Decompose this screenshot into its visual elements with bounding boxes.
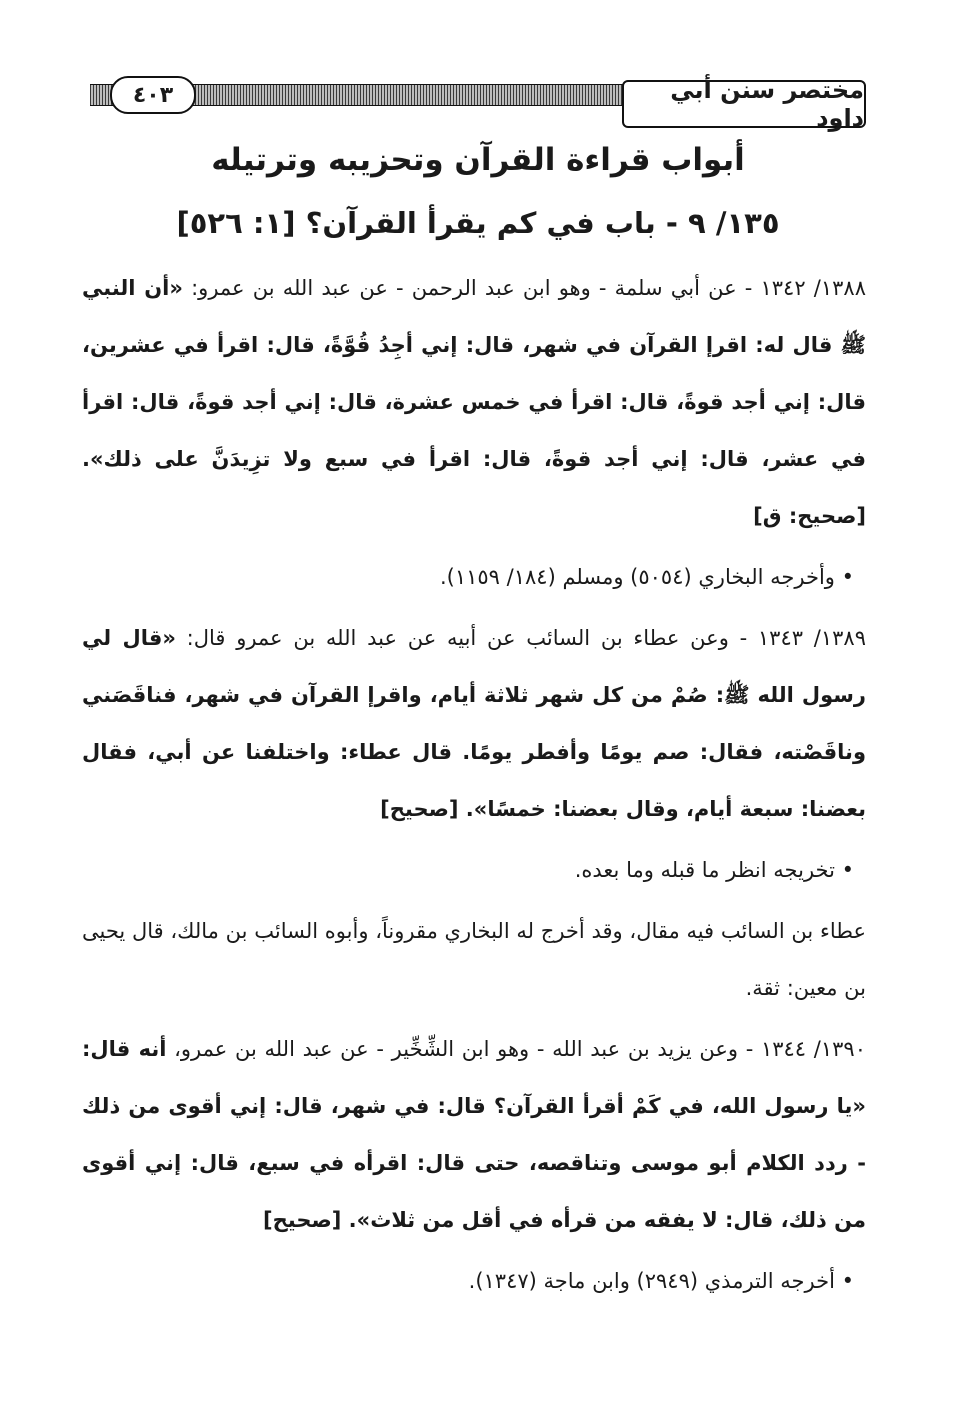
- page-number: ٤٠٣: [110, 76, 196, 114]
- hadith-1388-number: ١٣٨٨/ ١٣٤٢ - عن أبي سلمة - وهو ابن عبد الرحمن - عن عبد الله بن عمرو:: [182, 276, 866, 300]
- hadith-1388-takhrij: • وأخرجه البخاري (٥٠٥٤) ومسلم (١٨٤/ ١١٥٩).: [82, 549, 866, 606]
- book-title: مختصر سنن أبي داود: [622, 80, 866, 128]
- hadith-1389-text: «قال لي رسول الله ﷺ: صُمْ من كل شهر ثلاثة أيام، واقرإ القرآن في شهر، فناقَصَني وناقَصْته، فقال: صم يومًا وأفطر يومًا. قال عطاء: واختلفنا عن أبي، فقال بعضنا: سبعة أيام، وقال بعضنا: خمسًا». [صحيح]: [82, 626, 866, 821]
- chapter-title: ١٣٥/ ٩ - باب في كم يقرأ القرآن؟ [١: ٥٢٦]: [176, 206, 780, 240]
- hadith-1390-number: ١٣٩٠/ ١٣٤٤ - وعن يزيد بن عبد الله - وهو ابن الشِّخِّير - عن عبد الله بن عمرو،: [166, 1037, 866, 1061]
- hadith-1389-number: ١٣٨٩/ ١٣٤٣ - وعن عطاء بن السائب عن أبيه عن عبد الله بن عمرو قال:: [175, 626, 866, 650]
- hadith-1389-takhrij: • تخريجه انظر ما قبله وما بعده.: [82, 842, 866, 899]
- hadith-1389: [82, 610, 866, 838]
- running-header: [90, 76, 866, 132]
- page-body: [82, 260, 866, 1314]
- hadith-1388-text: «أن النبي ﷺ قال له: اقرإ القرآن في شهر، قال: إني أجِدُ قُوَّةً، قال: اقرأ في عشرين، قال: إني أجد قوةً، قال: اقرأ في خمس عشرة، قال: إني أجد قوةً، قال: اقرأ في عشر، قال: إني أجد قوةً، قال: اقرأ في سبع ولا تزِيدَنَّ على ذلك». [صحيح: ق]: [82, 276, 866, 528]
- hadith-1390-text: أنه قال: «يا رسول الله، في كَمْ أقرأ القرآن؟ قال: في شهر، قال: إني أقوى من ذلك - ردد الكلام أبو موسى وتناقصه، حتى قال: اقرأه في سبع، قال: إني أقوى من ذلك، قال: لا يفقه من قرأه في أقل من ثلاث». [صحيح]: [82, 1037, 866, 1232]
- hadith-1389-comment: عطاء بن السائب فيه مقال، وقد أخرج له البخاري مقروناً، وأبوه السائب بن مالك، قال يحيى بن معين: ثقة.: [82, 919, 866, 1000]
- hadith-1390-takhrij: • أخرجه الترمذي (٢٩٤٩) وابن ماجة (١٣٤٧).: [82, 1253, 866, 1310]
- hadith-1388: [82, 260, 866, 545]
- hadith-1390: [82, 1021, 866, 1249]
- section-title: أبواب قراءة القرآن وتحزيبه وترتيله: [211, 142, 745, 178]
